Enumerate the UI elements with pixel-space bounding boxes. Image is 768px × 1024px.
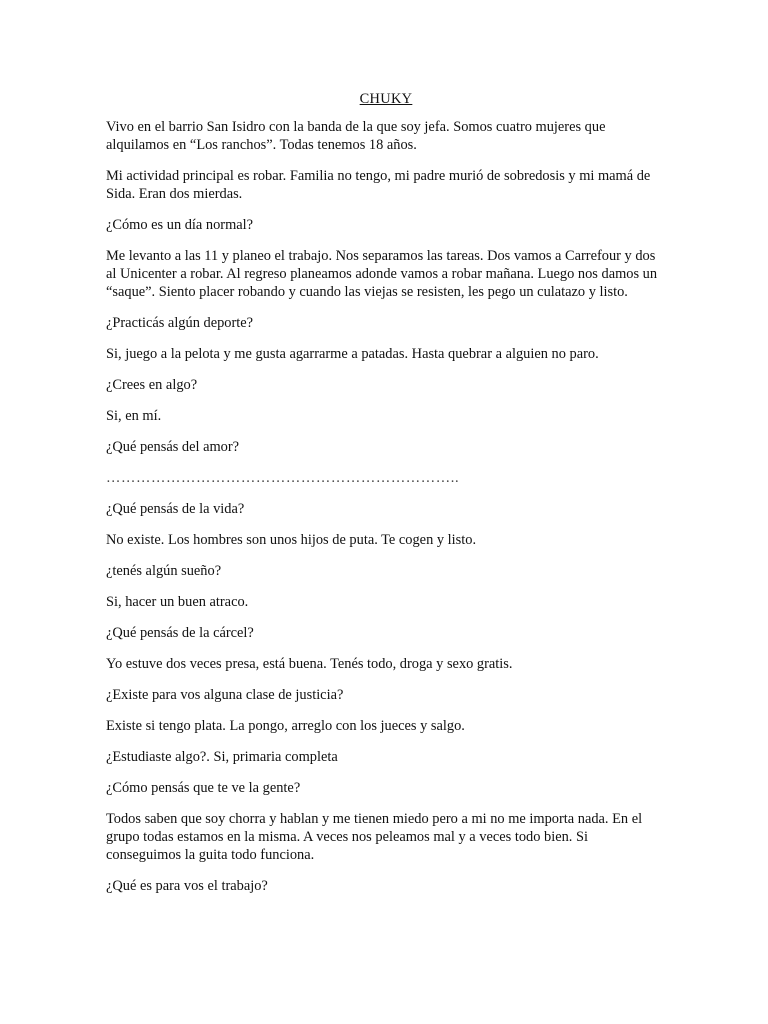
question-people: ¿Cómo pensás que te ve la gente? [106, 780, 301, 796]
answer-prison: Yo estuve dos veces presa, está buena. Tenés todo, droga y sexo gratis. [106, 656, 513, 672]
paragraph-intro: Vivo en el barrio San Isidro con la banda de la que soy jefa. Somos cuatro mujeres que alquilamos en “Los ranchos”. Todas tenemos 18 años. [106, 119, 606, 153]
question-love: ¿Qué pensás del amor? [106, 439, 240, 455]
answer-love-dotted-line: …………………………………………………………….. [106, 470, 460, 486]
document-page [106, 90, 666, 908]
question-prison: ¿Qué pensás de la cárcel? [106, 625, 254, 641]
question-answer-study: ¿Estudiaste algo?. Si, primaria completa [106, 749, 338, 765]
question-normal-day: ¿Cómo es un día normal? [106, 217, 254, 233]
answer-justice: Existe si tengo plata. La pongo, arreglo con los jueces y salgo. [106, 718, 465, 734]
answer-people: Todos saben que soy chorra y hablan y me tienen miedo pero a mi no me importa nada. En el grupo todas estamos en la misma. A veces nos peleamos mal y a veces todo bien. Si conseguimos la guita todo funciona. [106, 811, 643, 863]
paragraph-activity: Mi actividad principal es robar. Familia no tengo, mi padre murió de sobredosis y mi mamá de Sida. Eran dos mierdas. [106, 168, 651, 202]
answer-normal-day: Me levanto a las 11 y planeo el trabajo. Nos separamos las tareas. Dos vamos a Carrefour y dos al Unicenter a robar. Al regreso planeamos adonde vamos a robar mañana. Luego nos damos un “saque”. Siento placer robando y cuando las viejas se resisten, les pego un culatazo y listo. [106, 248, 658, 300]
question-sport: ¿Practicás algún deporte? [106, 315, 254, 331]
answer-dream: Si, hacer un buen atraco. [106, 594, 249, 610]
document-title: CHUKY [359, 91, 413, 107]
question-dream: ¿tenés algún sueño? [106, 563, 222, 579]
answer-sport: Si, juego a la pelota y me gusta agarrarme a patadas. Hasta quebrar a alguien no paro. [106, 346, 599, 362]
answer-belief: Si, en mí. [106, 408, 162, 424]
question-justice: ¿Existe para vos alguna clase de justicia? [106, 687, 344, 703]
answer-life: No existe. Los hombres son unos hijos de puta. Te cogen y listo. [106, 532, 477, 548]
question-belief: ¿Crees en algo? [106, 377, 198, 393]
question-work: ¿Qué es para vos el trabajo? [106, 878, 268, 894]
question-life: ¿Qué pensás de la vida? [106, 501, 245, 517]
